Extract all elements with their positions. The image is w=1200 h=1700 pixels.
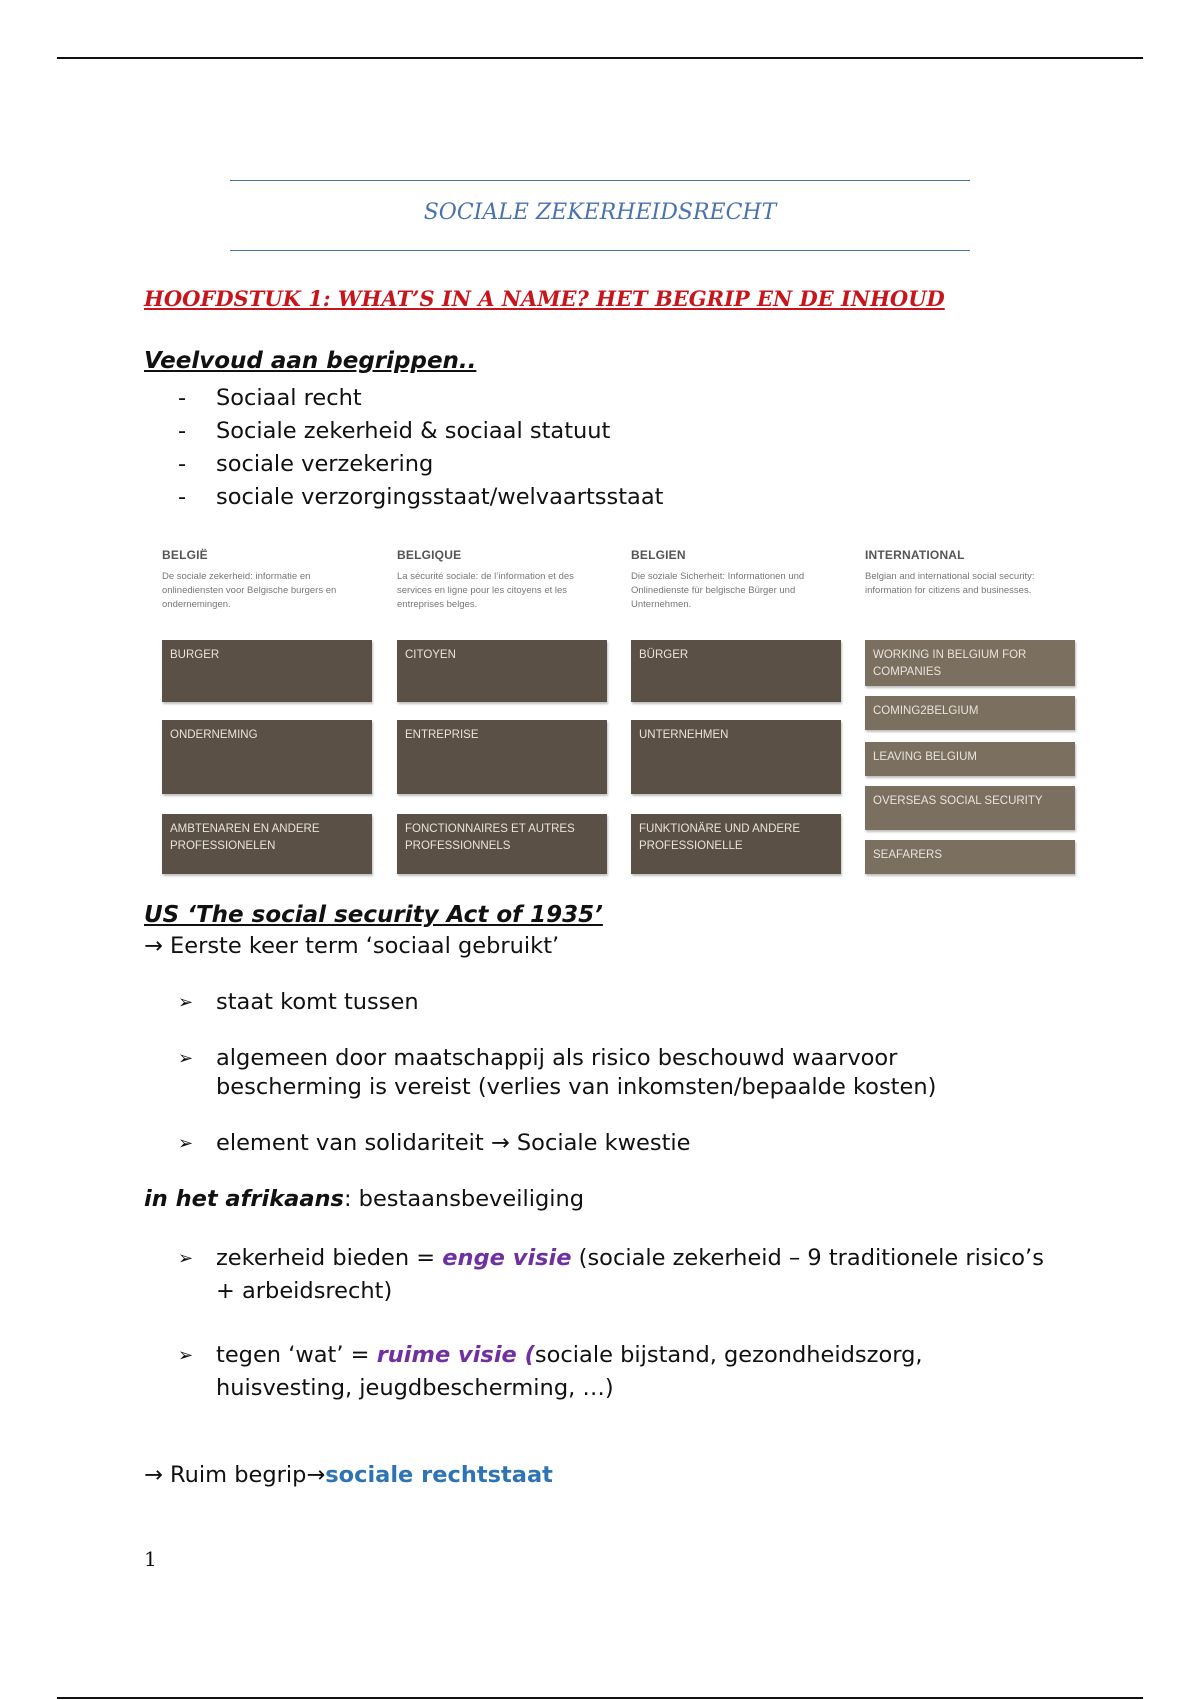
chapter-heading: HOOFDSTUK 1: WHAT’S IN A NAME? HET BEGRIP EN DE INHOUD xyxy=(144,286,945,311)
portal-column-international xyxy=(865,548,1077,861)
list-item: ➢ algemeen door maatschappij als risico beschouwd waarvoor bescherming is vereist (verlies van inkomsten/bepaalde kosten) xyxy=(178,1044,976,1102)
portal-tile: ENTREPRISE xyxy=(397,720,607,794)
portal-column-belgie xyxy=(162,548,374,852)
bullet-text: sociale bijstand, gezondheidszorg, huisvesting, jeugdbescherming, …) xyxy=(216,1342,923,1401)
afrikaans-term: : bestaansbeveiliging xyxy=(343,1186,585,1212)
conclusion-text: → Ruim begrip→ xyxy=(144,1462,326,1488)
afrikaans-line xyxy=(144,1186,584,1212)
sociale-rechtstaat-term: sociale rechtstaat xyxy=(325,1462,553,1488)
list-item: - sociale verzorgingsstaat/welvaartsstaat xyxy=(178,481,663,514)
conclusion-line xyxy=(144,1462,553,1488)
column-title: INTERNATIONAL xyxy=(865,548,965,562)
portal-tile: FONCTIONNAIRES ET AUTRES PROFESSIONNELS xyxy=(397,814,607,874)
portal-tile: FUNKTIONÄRE UND ANDERE PROFESSIONELLE xyxy=(631,814,841,874)
list-item xyxy=(178,1339,1046,1405)
column-title: BELGIEN xyxy=(631,548,686,562)
portal-tile: CITOYEN xyxy=(397,640,607,702)
portal-tile: BURGER xyxy=(162,640,372,702)
list-item: - Sociaal recht xyxy=(178,382,663,415)
column-title: BELGIË xyxy=(162,548,208,562)
section-heading-begrippen: Veelvoud aan begrippen.. xyxy=(144,348,477,374)
page-bottom-rule xyxy=(57,1697,1143,1699)
document-title: SOCIALE ZEKERHEIDSRECHT xyxy=(423,200,777,225)
portal-tile: OVERSEAS SOCIAL SECURITY xyxy=(865,786,1075,830)
portal-tile: UNTERNEHMEN xyxy=(631,720,841,794)
afrikaans-label: in het afrikaans xyxy=(144,1186,344,1212)
bullet-text: (sociale zekerheid – 9 traditionele risico’s + arbeidsrecht) xyxy=(216,1245,1044,1304)
portal-column-belgique xyxy=(397,548,609,852)
column-description: La sécurité sociale: de l’information et des services en ligne pour les citoyens et les entreprises belges. xyxy=(397,571,574,610)
title-rule-bottom xyxy=(230,250,970,251)
portal-tile: WORKING IN BELGIUM FOR COMPANIES xyxy=(865,640,1075,686)
portal-tile: SEAFARERS xyxy=(865,840,1075,874)
list-item: ➢ element van solidariteit → Sociale kwestie xyxy=(178,1129,976,1158)
list-item xyxy=(178,1242,1046,1308)
title-rule-top xyxy=(230,180,970,181)
page-top-rule xyxy=(57,57,1143,59)
portal-tile: LEAVING BELGIUM xyxy=(865,742,1075,776)
column-description: Belgian and international social security: information for citizens and businesses. xyxy=(865,571,1035,596)
column-description: De sociale zekerheid: informatie en onlinediensten voor Belgische burgers en ondernemingen. xyxy=(162,571,337,610)
first-use-note: → Eerste keer term ‘sociaal gebruikt’ xyxy=(144,933,560,959)
us-act-bullets xyxy=(178,988,976,1158)
portal-tile: AMBTENAREN EN ANDERE PROFESSIONELEN xyxy=(162,814,372,874)
page-number: 1 xyxy=(144,1547,157,1571)
portal-column-belgien xyxy=(631,548,843,852)
portal-tile: ONDERNEMING xyxy=(162,720,372,794)
list-item: - Sociale zekerheid & sociaal statuut xyxy=(178,415,663,448)
bullet-text: tegen ‘wat’ = xyxy=(216,1342,377,1368)
column-description: Die soziale Sicherheit: Informationen und Onlinedienste für belgische Bürger und Unternehmen. xyxy=(631,571,805,610)
section-heading-us-act: US ‘The social security Act of 1935’ xyxy=(144,902,603,928)
portal-tile: BÜRGER xyxy=(631,640,841,702)
bullet-text: zekerheid bieden = xyxy=(216,1245,443,1271)
portal-tile: COMING2BELGIUM xyxy=(865,696,1075,730)
column-title: BELGIQUE xyxy=(397,548,462,562)
ruime-visie-term: ruime visie ( xyxy=(376,1342,535,1368)
visie-bullets xyxy=(178,1242,1046,1405)
enge-visie-term: enge visie xyxy=(442,1245,572,1271)
list-item: ➢ staat komt tussen xyxy=(178,988,976,1017)
list-item: - sociale verzekering xyxy=(178,448,663,481)
begrippen-list xyxy=(178,382,663,514)
social-security-portal-image xyxy=(162,548,1080,876)
